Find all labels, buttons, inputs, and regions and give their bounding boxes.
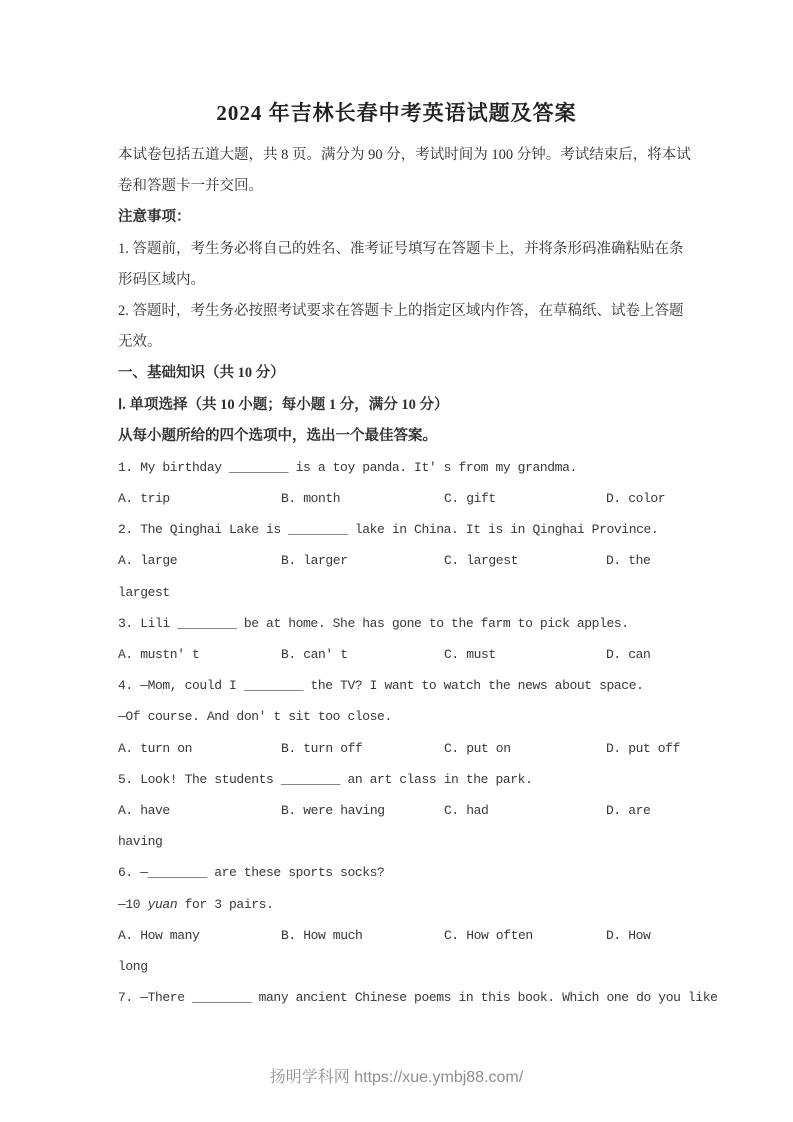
q4-option-b: B. turn off [281, 740, 363, 756]
document-title: 2024 年吉林长春中考英语试题及答案 [216, 101, 577, 125]
instruction-text: 从每小题所给的四个选项中，选出一个最佳答案。 [118, 427, 437, 444]
q6-stem: 6. —________ are these sports socks? [118, 865, 385, 881]
q1-option-a: A. trip [118, 491, 170, 507]
q6-reply-prefix: —10 [118, 896, 148, 912]
q1-options [118, 483, 678, 514]
q4-option-d: D. put off [606, 740, 681, 756]
q3-options [118, 639, 678, 670]
q2-option-d-wrap: largest [118, 584, 170, 600]
q1-stem: 1. My birthday ________ is a toy panda. It' s from my grandma. [118, 459, 577, 475]
q6-options [118, 920, 678, 951]
q2-stem: 2. The Qinghai Lake is ________ lake in China. It is in Qinghai Province. [118, 522, 659, 538]
q6-reply-currency: yuan [147, 896, 178, 912]
q1-option-c: C. gift [444, 491, 496, 507]
part-heading: Ⅰ. 单项选择（共 10 小题；每小题 1 分，满分 10 分） [118, 396, 449, 413]
q2-option-d: D. the [606, 553, 651, 569]
footer-text: 扬明学科网 https://xue.ymbj88.com/ [269, 1069, 524, 1086]
q4-options [118, 733, 681, 764]
q6-option-d-wrap: long [118, 958, 148, 974]
q5-option-d-wrap: having [118, 834, 163, 850]
q3-stem: 3. Lili ________ be at home. She has gone to the farm to pick apples. [118, 615, 629, 631]
q6-option-a: A. How many [118, 927, 200, 943]
q3-option-a: A. mustn' t [118, 647, 200, 662]
note-2-line-1: 2. 答题时，考生务必按照考试要求在答题卡上的指定区域内作答，在草稿纸、试卷上答题 [118, 302, 684, 319]
q3-option-d: D. can [606, 647, 651, 662]
q1-option-d: D. color [606, 491, 666, 507]
q5-option-d: D. are [606, 802, 651, 818]
q6-option-b: B. How much [281, 927, 363, 943]
q2-option-b: B. larger [281, 553, 348, 569]
q2-options [118, 545, 678, 576]
intro-line-2: 卷和答题卡一并交回。 [118, 178, 263, 195]
q4-option-a: A. turn on [118, 740, 193, 756]
q2-option-c: C. largest [444, 553, 519, 569]
q5-option-c: C. had [444, 802, 489, 818]
note-1-line-2: 形码区域内。 [118, 271, 205, 288]
q2-option-a: A. large [118, 553, 178, 569]
notes-heading: 注意事项： [118, 209, 191, 226]
q3-option-b: B. can' t [281, 647, 348, 662]
document-body [118, 140, 718, 1013]
q7-stem: 7. —There ________ many ancient Chinese poems in this book. Which one do you like [118, 990, 718, 1006]
q5-option-b: B. were having [281, 802, 385, 818]
q6-reply [118, 889, 678, 920]
note-2-line-2: 无效。 [118, 334, 162, 351]
section-heading: 一、基础知识（共 10 分） [118, 365, 285, 382]
intro-line-1: 本试卷包括五道大题，共 8 页。满分为 90 分，考试时间为 100 分钟。考试结束后，将本试 [118, 147, 691, 163]
q1-option-b: B. month [281, 491, 341, 507]
q6-option-c: C. How often [444, 927, 533, 943]
page-footer [0, 1064, 793, 1087]
q6-reply-suffix: for 3 pairs. [177, 896, 274, 912]
q5-options [118, 795, 678, 826]
q5-stem: 5. Look! The students ________ an art class in the park. [118, 771, 533, 787]
q4-stem: 4. —Mom, could I ________ the TV? I want to watch the news about space. [118, 678, 644, 694]
note-1-line-1: 1. 答题前，考生务必将自己的姓名、准考证号填写在答题卡上，并将条形码准确粘贴在条 [118, 240, 684, 257]
q4-option-c: C. put on [444, 740, 511, 756]
q6-option-d: D. How [606, 927, 651, 943]
q5-option-a: A. have [118, 802, 170, 818]
q4-reply: —Of course. And don' t sit too close. [118, 709, 392, 725]
q3-option-c: C. must [444, 647, 496, 662]
